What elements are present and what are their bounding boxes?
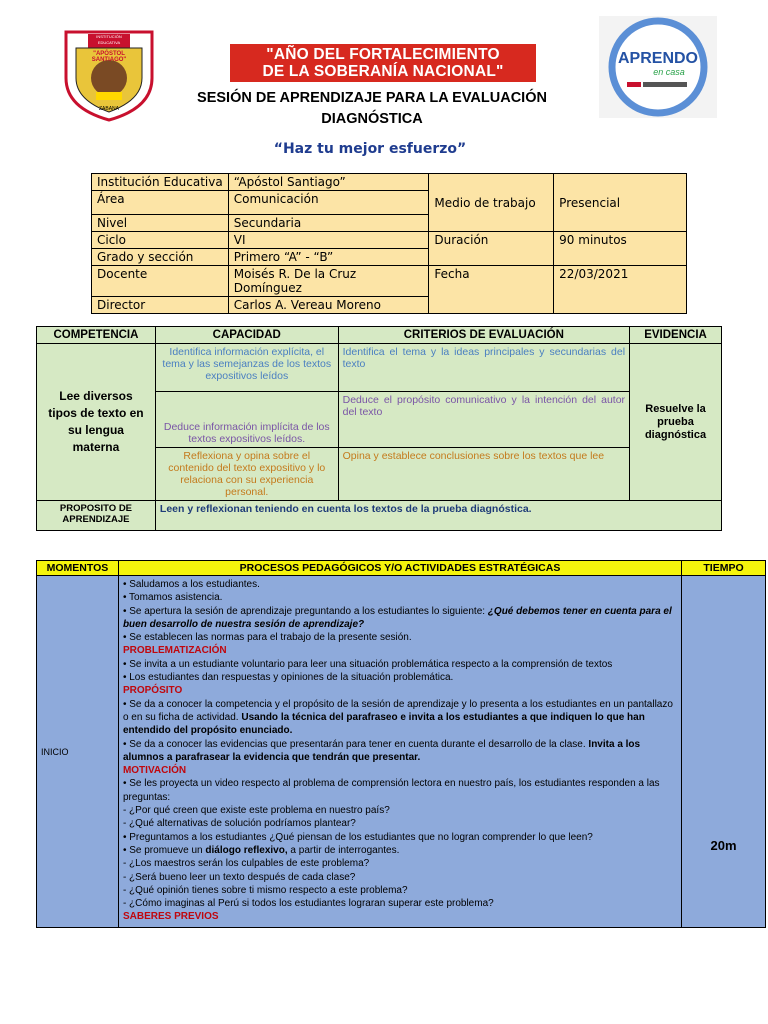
title-line-1: SESIÓN DE APRENDIZAJE PARA LA EVALUACIÓN [197, 90, 547, 106]
logo-text-1: INSTITUCIÓN [96, 34, 122, 39]
col-criterios: CRITERIOS DE EVALUACIÓN [338, 327, 629, 344]
logo-en-casa-text: en casa [653, 67, 685, 77]
moment-inicio: INICIO [37, 576, 119, 928]
grado-value: Primero “A” - “B” [228, 249, 429, 266]
ie-label: Institución Educativa [92, 174, 229, 191]
ie-value: “Apóstol Santiago” [228, 174, 429, 191]
capacidad-3: Reflexiona y opina sobre el contenido del texto expositivo y lo relaciona con su experiencia personal. [155, 448, 338, 501]
motto: “Haz tu mejor esfuerzo” [273, 141, 467, 157]
ciclo-value: VI [228, 232, 429, 249]
heading-problematizacion: PROBLEMATIZACIÓN [122, 645, 227, 657]
duracion-value: 90 minutos [554, 232, 687, 266]
line-16: - ¿Qué opinión tienes sobre ti mismo respecto a este problema? [122, 884, 408, 896]
nivel-value: Secundaria [228, 215, 429, 232]
line-7a: • Se da a conocer la competencia y el propósito de la sesión de aprendizaje y lo presenta a los estudiantes en un pantallazo o en su ficha de actividad. [122, 698, 673, 723]
line-5: • Se invita a un estudiante voluntario para leer una situación problemática respecto a la comprensión de textos [122, 658, 613, 670]
line-10: - ¿Por qué creen que existe este problema en nuestro país? [122, 805, 390, 817]
aprendo-en-casa-logo [599, 16, 717, 118]
line-6: • Los estudiantes dan respuestas y opiniones de la situación problemática. [122, 672, 454, 684]
line-14: - ¿Los maestros serán los culpables de este problema? [122, 858, 370, 870]
proposito-label: PROPOSITO DE APRENDIZAJE [37, 501, 156, 531]
line-2: • Tomamos asistencia. [122, 592, 223, 604]
col-procesos: PROCESOS PEDAGÓGICOS Y/O ACTIVIDADES ESTRATÉGICAS [118, 561, 681, 576]
year-banner [230, 44, 536, 82]
docente-label: Docente [92, 266, 229, 297]
col-tiempo: TIEMPO [682, 561, 766, 576]
capacidad-1: Identifica información explícita, el tema y las semejanzas de los textos expositivos leídos [155, 344, 338, 392]
ciclo-label: Ciclo [92, 232, 229, 249]
fecha-label: Fecha [429, 266, 554, 314]
line-8b: Invita a los alumnos a parafrasear la evidencia que tendrán que presentar. [122, 738, 641, 763]
line-13a: • Se promueve un [122, 844, 206, 856]
line-17: - ¿Cómo imaginas al Perú si todos los estudiantes lograran superar este problema? [122, 898, 494, 910]
line-12: • Preguntamos a los estudiantes ¿Qué piensan de los estudiantes que no logran comprender lo que leen? [122, 831, 593, 843]
logo-text-4: ZABANA [98, 106, 119, 112]
line-9: • Se les proyecta un video respecto al problema de comprensión lectora en nuestro país, los estudiantes responden a las preguntas: [122, 778, 660, 803]
col-evidencia: EVIDENCIA [630, 327, 722, 344]
heading-saberes-previos: SABERES PREVIOS [122, 911, 219, 923]
line-13 [123, 844, 677, 857]
duracion-label: Duración [429, 232, 554, 266]
line-11: - ¿Qué alternativas de solución podríamos plantear? [122, 818, 356, 830]
area-label: Área [92, 191, 229, 215]
proposito-value: Leen y reflexionan teniendo en cuenta los textos de la prueba diagnóstica. [155, 501, 721, 531]
logo-text-2: EDUCATIVA [97, 40, 121, 45]
evidencia-cell: Resuelve la prueba diagnóstica [630, 344, 722, 501]
line-7b: Usando la técnica del parafraseo e invita a los estudiantes a que indiquen lo que han entendido del propósito enunciado. [122, 711, 645, 737]
capacidad-2: Deduce información implícita de los textos expositivos leídos. [155, 392, 338, 448]
grado-label: Grado y sección [92, 249, 229, 266]
info-table [91, 173, 687, 314]
fecha-value: 22/03/2021 [554, 266, 687, 314]
director-value: Carlos A. Vereau Moreno [228, 297, 429, 314]
competencia-cell: Lee diversos tipos de texto en su lengua materna [37, 344, 156, 501]
line-3a: • Se apertura la sesión de aprendizaje preguntando a los estudiantes lo siguiente: [122, 605, 488, 617]
criterio-1: Identifica el tema y la ideas principales y secundarias del texto [338, 344, 629, 392]
col-momentos: MOMENTOS [37, 561, 119, 576]
medio-label: Medio de trabajo [429, 174, 554, 232]
competencies-table [36, 326, 722, 531]
line-8 [123, 738, 677, 765]
time-cell: 20m [682, 576, 766, 928]
school-logo [62, 26, 156, 122]
line-13b: diálogo reflexivo, [205, 844, 288, 856]
docente-value: Moisés R. De la Cruz Domínguez [228, 266, 429, 297]
line-3 [123, 605, 677, 632]
banner-line-1: "AÑO DEL FORTALECIMIENTO [266, 46, 500, 63]
line-7 [123, 698, 677, 738]
page-title [150, 88, 594, 130]
heading-proposito: PROPÓSITO [122, 685, 183, 697]
line-4: • Se establecen las normas para el trabajo de la presente sesión. [122, 632, 412, 644]
line-13c: a partir de interrogantes. [287, 844, 400, 856]
nivel-label: Nivel [92, 215, 229, 232]
line-3b: ¿Qué debemos tener en cuenta para el buen desarrollo de nuestra sesión de aprendizaje? [122, 605, 672, 630]
criterio-2: Deduce el propósito comunicativo y la intención del autor del texto [338, 392, 629, 448]
title-line-2: DIAGNÓSTICA [321, 111, 423, 127]
line-1: • Saludamos a los estudiantes. [122, 579, 260, 590]
banner-line-2: DE LA SOBERANÍA NACIONAL" [262, 63, 504, 80]
col-competencia: COMPETENCIA [37, 327, 156, 344]
line-8a: • Se da a conocer las evidencias que presentarán para tener en cuenta durante el desarrollo de la clase. [122, 738, 589, 750]
process-cell [118, 576, 681, 928]
logo-aprendo-text: APRENDO [617, 50, 698, 67]
heading-motivacion: MOTIVACIÓN [122, 765, 187, 777]
area-value: Comunicación [228, 191, 429, 215]
moments-table [36, 560, 766, 928]
medio-value: Presencial [554, 174, 687, 232]
director-label: Director [92, 297, 229, 314]
col-capacidad: CAPACIDAD [155, 327, 338, 344]
logo-text-3: "APÓSTOL SANTIAGO" [91, 51, 127, 63]
line-15: - ¿Será bueno leer un texto después de cada clase? [122, 871, 356, 883]
criterio-3: Opina y establece conclusiones sobre los textos que lee [338, 448, 629, 501]
